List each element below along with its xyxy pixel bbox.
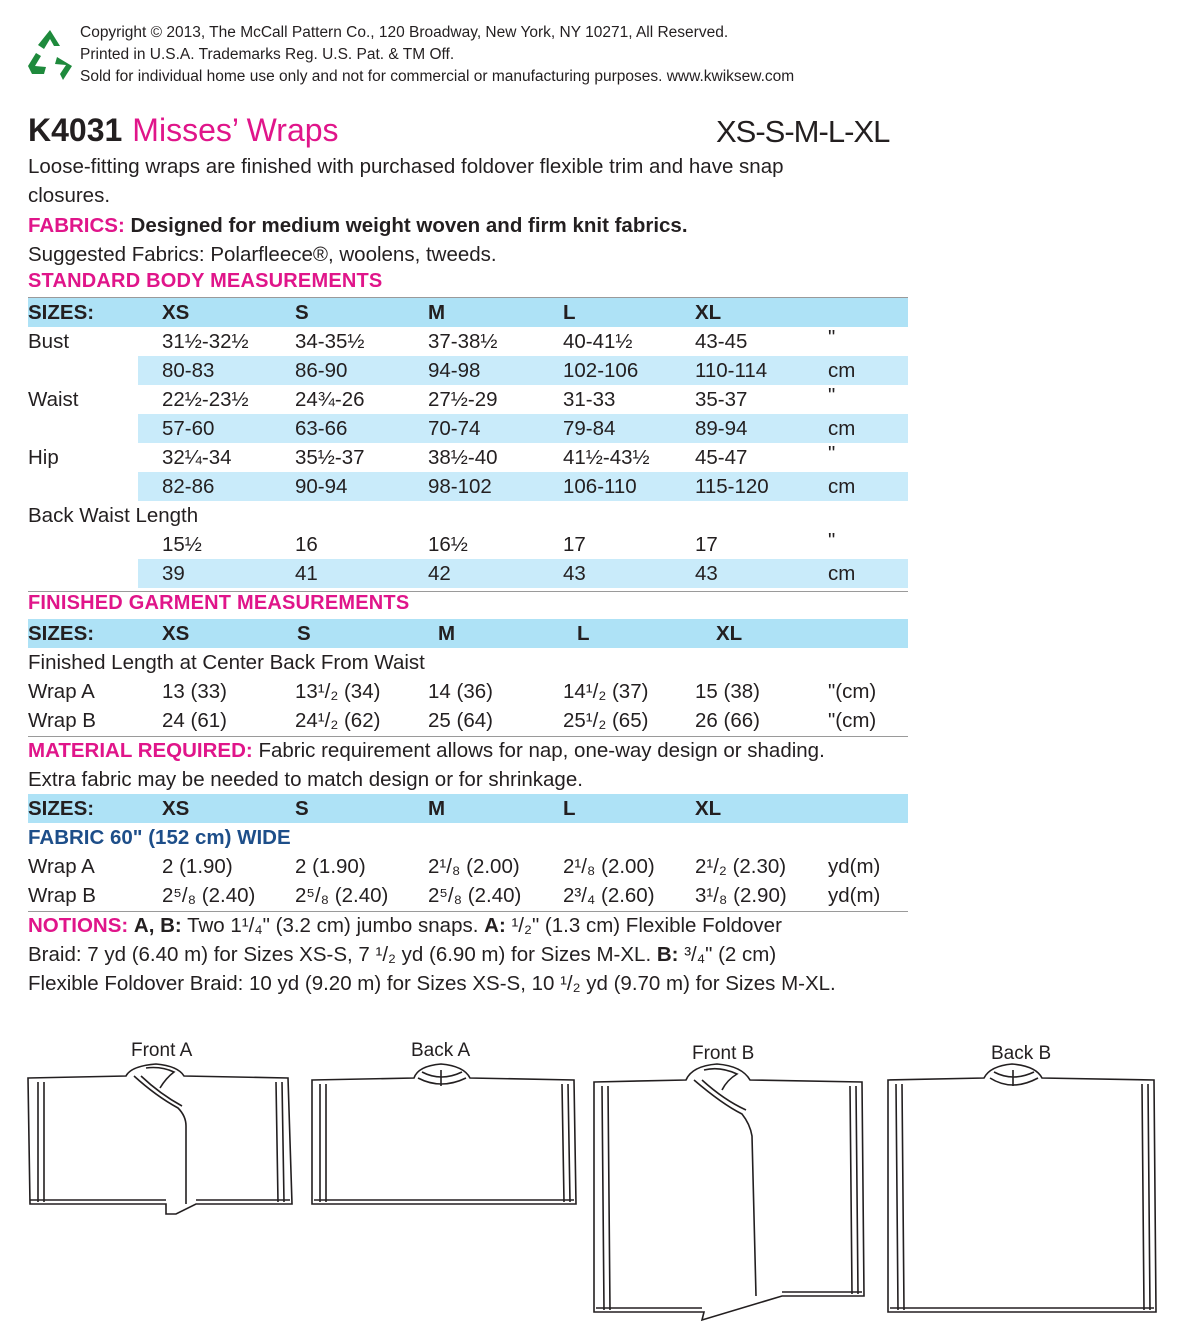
description-line-2: closures. bbox=[28, 184, 111, 207]
suggested-fabrics: Suggested Fabrics: Polarfleece®, woolens, tweeds. bbox=[28, 243, 497, 266]
notions-line-1 bbox=[28, 911, 782, 940]
fabrics-label: FABRICS: bbox=[28, 214, 125, 237]
cm-value: 90-94 bbox=[295, 475, 348, 498]
measurement-row-cm bbox=[28, 356, 908, 385]
size-header: XL bbox=[695, 797, 722, 820]
back-waist-row-cm bbox=[28, 559, 908, 588]
finished-value: 14¹/₂ (37) bbox=[563, 680, 649, 703]
measurement-row-in bbox=[28, 327, 908, 356]
inch-value: 31-33 bbox=[563, 388, 616, 411]
unit-label: " bbox=[828, 529, 836, 552]
wrap-label: Wrap A bbox=[28, 680, 95, 703]
inch-value: 17 bbox=[695, 533, 718, 556]
cm-value: 42 bbox=[428, 562, 451, 585]
unit-label: cm bbox=[828, 562, 856, 585]
size-header: S bbox=[295, 301, 309, 324]
size-header: XS bbox=[162, 622, 190, 645]
finished-value: 13 (33) bbox=[162, 680, 227, 703]
material-line bbox=[28, 736, 825, 765]
yardage-value: 2⁵/₈ (2.40) bbox=[428, 884, 522, 907]
back-a-illustration bbox=[310, 1064, 580, 1214]
printed-line: Printed in U.S.A. Trademarks Reg. U.S. Pat. & TM Off. bbox=[80, 46, 455, 63]
material-text: Fabric requirement allows for nap, one-way design or shading. bbox=[258, 739, 825, 762]
inch-value: 40-41½ bbox=[563, 330, 633, 353]
notions-line-2 bbox=[28, 940, 776, 969]
sizes-header-row bbox=[28, 619, 908, 648]
yardage-value: 2¹/₈ (2.00) bbox=[428, 855, 520, 878]
measurement-label: Bust bbox=[28, 330, 70, 353]
size-header: XL bbox=[716, 622, 743, 645]
finished-value: 24¹/₂ (62) bbox=[295, 709, 381, 732]
measurement-row-in bbox=[28, 443, 908, 472]
sizes-label: SIZES: bbox=[28, 622, 95, 645]
inch-value: 34-35½ bbox=[295, 330, 365, 353]
copyright-block bbox=[80, 22, 794, 88]
unit-label: " bbox=[828, 384, 836, 407]
unit-label: " bbox=[828, 326, 836, 349]
cm-value: 89-94 bbox=[695, 417, 748, 440]
fabrics-line bbox=[28, 211, 688, 240]
material-text-2: Extra fabric may be needed to match design or for shrinkage. bbox=[28, 768, 583, 791]
size-header: L bbox=[563, 797, 576, 820]
measurement-row-cm bbox=[28, 414, 908, 443]
yardage-value: 2 (1.90) bbox=[295, 855, 366, 878]
inch-value: 17 bbox=[563, 533, 586, 556]
yardage-row bbox=[28, 852, 908, 881]
cm-value: 57-60 bbox=[162, 417, 215, 440]
size-header: XL bbox=[695, 301, 722, 324]
inch-value: 27½-29 bbox=[428, 388, 498, 411]
finished-value: 24 (61) bbox=[162, 709, 227, 732]
wrap-label: Wrap B bbox=[28, 884, 96, 907]
notions-ab-label: A, B: bbox=[133, 914, 182, 937]
inch-value: 45-47 bbox=[695, 446, 748, 469]
inch-value: 24¾-26 bbox=[295, 388, 365, 411]
cm-value: 80-83 bbox=[162, 359, 215, 382]
back-waist-label-row bbox=[28, 501, 908, 530]
cm-value: 106-110 bbox=[563, 475, 637, 498]
cm-value: 98-102 bbox=[428, 475, 492, 498]
notions-line-2b: ³/₄" (2 cm) bbox=[684, 943, 777, 966]
yardage-value: 2¹/₂ (2.30) bbox=[695, 855, 787, 878]
fabric-width-row bbox=[28, 823, 908, 852]
inch-value: 31½-32½ bbox=[162, 330, 249, 353]
size-header: M bbox=[438, 622, 456, 645]
yardage-row bbox=[28, 881, 908, 910]
cm-value: 110-114 bbox=[695, 359, 768, 382]
inch-value: 22½-23½ bbox=[162, 388, 249, 411]
inch-value: 16½ bbox=[428, 533, 468, 556]
cm-value: 63-66 bbox=[295, 417, 348, 440]
recycle-icon bbox=[22, 26, 78, 82]
notions-b-label: B: bbox=[656, 943, 679, 966]
pattern-name: Misses’ Wraps bbox=[132, 112, 339, 148]
cm-value: 43 bbox=[695, 562, 718, 585]
finished-subtitle-row bbox=[28, 648, 908, 677]
front-b-illustration bbox=[592, 1064, 872, 1326]
measurement-row-in bbox=[28, 385, 908, 414]
sizes-label: SIZES: bbox=[28, 301, 95, 324]
unit-label: yd(m) bbox=[828, 884, 881, 907]
cm-value: 86-90 bbox=[295, 359, 348, 382]
finished-value: 26 (66) bbox=[695, 709, 760, 732]
unit-label: "(cm) bbox=[828, 680, 877, 703]
inch-value: 16 bbox=[295, 533, 318, 556]
finished-value: 25 (64) bbox=[428, 709, 493, 732]
cm-value: 43 bbox=[563, 562, 586, 585]
sold-line: Sold for individual home use only and not for commercial or manufacturing purposes. www.kwiksew.com bbox=[80, 68, 795, 85]
cm-value: 39 bbox=[162, 562, 185, 585]
measurement-label: Hip bbox=[28, 446, 59, 469]
fabrics-text: Designed for medium weight woven and firm knit fabrics. bbox=[130, 214, 688, 237]
notions-ab-text: Two 1¹/₄" (3.2 cm) jumbo snaps. bbox=[187, 914, 479, 937]
cm-value: 94-98 bbox=[428, 359, 481, 382]
measurement-label: Back Waist Length bbox=[28, 504, 199, 527]
sizes-header-row bbox=[28, 794, 908, 823]
size-header: L bbox=[563, 301, 576, 324]
notions-a-text: ¹/₂" (1.3 cm) Flexible Foldover bbox=[511, 914, 782, 937]
cm-value: 70-74 bbox=[428, 417, 481, 440]
cm-value: 115-120 bbox=[695, 475, 769, 498]
yardage-value: 2⁵/₈ (2.40) bbox=[162, 884, 256, 907]
wrap-label: Wrap A bbox=[28, 855, 95, 878]
measurement-label: Waist bbox=[28, 388, 79, 411]
size-range: XS-S-M-L-XL bbox=[716, 114, 890, 149]
copyright-line: Copyright © 2013, The McCall Pattern Co., 120 Broadway, New York, NY 10271, All Reserved. bbox=[80, 24, 729, 41]
finished-subtitle: Finished Length at Center Back From Waist bbox=[28, 651, 425, 674]
yardage-value: 3¹/₈ (2.90) bbox=[695, 884, 787, 907]
inch-value: 37-38½ bbox=[428, 330, 498, 353]
yardage-value: 2⁵/₈ (2.40) bbox=[295, 884, 389, 907]
yardage-value: 2 (1.90) bbox=[162, 855, 233, 878]
unit-label: cm bbox=[828, 359, 856, 382]
size-header: M bbox=[428, 301, 446, 324]
pattern-number: K4031 bbox=[28, 112, 123, 148]
notions-a-label: A: bbox=[484, 914, 506, 937]
inch-value: 41½-43½ bbox=[563, 446, 650, 469]
wrap-label: Wrap B bbox=[28, 709, 96, 732]
unit-label: cm bbox=[828, 417, 856, 440]
front-a-illustration bbox=[26, 1064, 296, 1214]
inch-value: 32¼-34 bbox=[162, 446, 232, 469]
finished-value: 14 (36) bbox=[428, 680, 493, 703]
size-header: XS bbox=[162, 301, 190, 324]
finished-title: FINISHED GARMENT MEASUREMENTS bbox=[28, 592, 410, 614]
yardage-value: 2¹/₈ (2.00) bbox=[563, 855, 655, 878]
figure-label-back-a: Back A bbox=[411, 1040, 471, 1061]
finished-row bbox=[28, 677, 908, 706]
cm-value: 79-84 bbox=[563, 417, 616, 440]
pattern-title bbox=[28, 112, 339, 149]
yardage-value: 2³/₄ (2.60) bbox=[563, 884, 655, 907]
inch-value: 15½ bbox=[162, 533, 202, 556]
cm-value: 82-86 bbox=[162, 475, 215, 498]
notions-label: NOTIONS: bbox=[28, 914, 129, 937]
size-header: S bbox=[295, 797, 309, 820]
unit-label: cm bbox=[828, 475, 856, 498]
unit-label: "(cm) bbox=[828, 709, 877, 732]
size-header: XS bbox=[162, 797, 190, 820]
unit-label: " bbox=[828, 442, 836, 465]
inch-value: 35½-37 bbox=[295, 446, 365, 469]
unit-label: yd(m) bbox=[828, 855, 881, 878]
notions-line-3: Flexible Foldover Braid: 10 yd (9.20 m) for Sizes XS-S, 10 ¹/₂ yd (9.70 m) for Sizes M-XL. bbox=[28, 972, 836, 995]
size-header: M bbox=[428, 797, 446, 820]
inch-value: 38½-40 bbox=[428, 446, 498, 469]
cm-value: 102-106 bbox=[563, 359, 639, 382]
size-header: L bbox=[577, 622, 590, 645]
figure-label-front-a: Front A bbox=[131, 1040, 193, 1061]
figure-label-front-b: Front B bbox=[692, 1043, 755, 1064]
inch-value: 35-37 bbox=[695, 388, 748, 411]
size-header: S bbox=[297, 622, 311, 645]
inch-value: 43-45 bbox=[695, 330, 748, 353]
finished-value: 15 (38) bbox=[695, 680, 760, 703]
notions-line-2a: Braid: 7 yd (6.40 m) for Sizes XS-S, 7 ¹/₂ yd (6.90 m) for Sizes M-XL. bbox=[28, 943, 652, 966]
sizes-label: SIZES: bbox=[28, 797, 95, 820]
back-b-illustration bbox=[886, 1064, 1162, 1326]
finished-value: 25¹/₂ (65) bbox=[563, 709, 649, 732]
standard-body-title: STANDARD BODY MEASUREMENTS bbox=[28, 270, 383, 292]
material-label: MATERIAL REQUIRED: bbox=[28, 739, 253, 762]
figure-label-back-b: Back B bbox=[991, 1043, 1052, 1064]
back-waist-row-in bbox=[28, 530, 908, 559]
finished-value: 13¹/₂ (34) bbox=[295, 680, 381, 703]
measurement-row-cm bbox=[28, 472, 908, 501]
cm-value: 41 bbox=[295, 562, 318, 585]
fabric-width-title: FABRIC 60" (152 cm) WIDE bbox=[28, 826, 291, 849]
finished-row bbox=[28, 706, 908, 735]
sizes-header-row bbox=[28, 298, 908, 327]
description-line-1: Loose-fitting wraps are finished with purchased foldover flexible trim and have snap bbox=[28, 155, 784, 178]
